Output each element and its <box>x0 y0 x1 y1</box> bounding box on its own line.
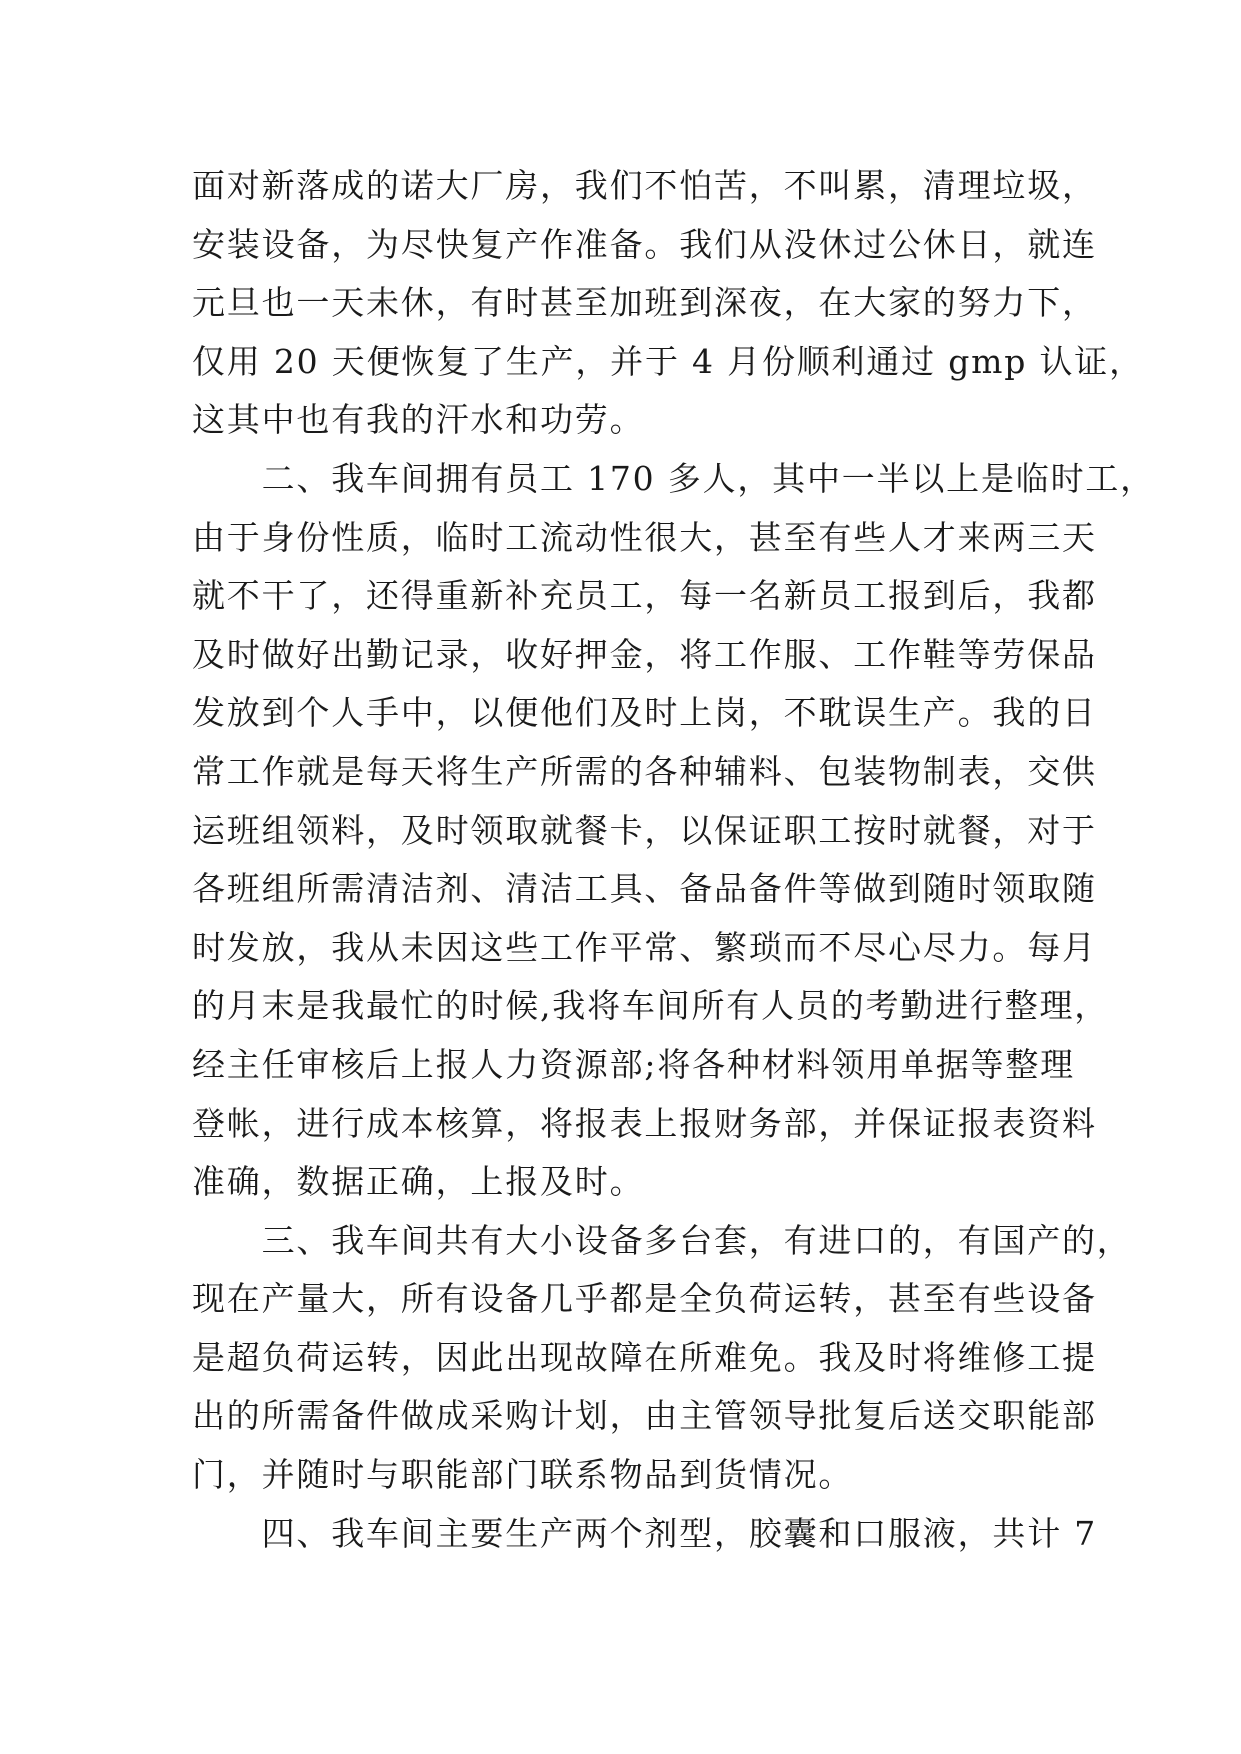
text-line: 面对新落成的诺大厂房，我们不怕苦，不叫累，清理垃圾， <box>192 166 1097 205</box>
text-line: 准确，数据正确，上报及时。 <box>192 1162 645 1202</box>
text-line: 登帐，进行成本核算，将报表上报财务部，并保证报表资料 <box>192 1103 1097 1143</box>
text-line: 三、我车间共有大小设备多台套，有进口的，有国产的， <box>192 1220 1132 1260</box>
text-line: 就不干了，还得重新补充员工，每一名新员工报到后，我都 <box>192 576 1097 616</box>
text-line: 仅用 20 天便恢复了生产，并于 4 月份顺利通过 gmp 认证， <box>192 341 1144 381</box>
text-line: 门，并随时与职能部门联系物品到货情况。 <box>192 1455 854 1495</box>
text-line: 各班组所需清洁剂、清洁工具、备品备件等做到随时领取随 <box>192 869 1097 909</box>
text-line: 这其中也有我的汗水和功劳。 <box>192 400 645 440</box>
text-line: 安装设备，为尽快复产作准备。我们从没休过公休日，就连 <box>192 224 1097 264</box>
text-line: 现在产量大，所有设备几乎都是全负荷运转，甚至有些设备 <box>192 1279 1097 1319</box>
text-line: 常工作就是每天将生产所需的各种辅料、包装物制表，交供 <box>192 751 1097 791</box>
text-line: 运班组领料，及时领取就餐卡，以保证职工按时就餐，对于 <box>192 810 1097 850</box>
text-line: 由于身份性质，临时工流动性很大，甚至有些人才来两三天 <box>192 517 1097 557</box>
text-line: 出的所需备件做成采购计划，由主管领导批复后送交职能部 <box>192 1396 1097 1436</box>
text-line: 元旦也一天未休，有时甚至加班到深夜，在大家的努力下， <box>192 283 1097 323</box>
text-line: 时发放，我从未因这些工作平常、繁琐而不尽心尽力。每月 <box>192 927 1097 967</box>
text-line: 是超负荷运转，因此出现故障在所难免。我及时将维修工提 <box>192 1337 1097 1377</box>
text-line: 的月末是我最忙的时候,我将车间所有人员的考勤进行整理， <box>192 986 1110 1026</box>
body-text <box>192 157 1155 1563</box>
text-line: 经主任审核后上报人力资源部;将各种材料领用单据等整理 <box>192 1044 1075 1084</box>
text-line: 及时做好出勤记录，收好押金，将工作服、工作鞋等劳保品 <box>192 634 1097 674</box>
text-line: 四、我车间主要生产两个剂型，胶囊和口服液，共计 7 <box>192 1513 1098 1553</box>
text-line: 二、我车间拥有员工 170 多人，其中一半以上是临时工， <box>192 458 1155 498</box>
text-line: 发放到个人手中，以便他们及时上岗，不耽误生产。我的日 <box>192 693 1097 733</box>
